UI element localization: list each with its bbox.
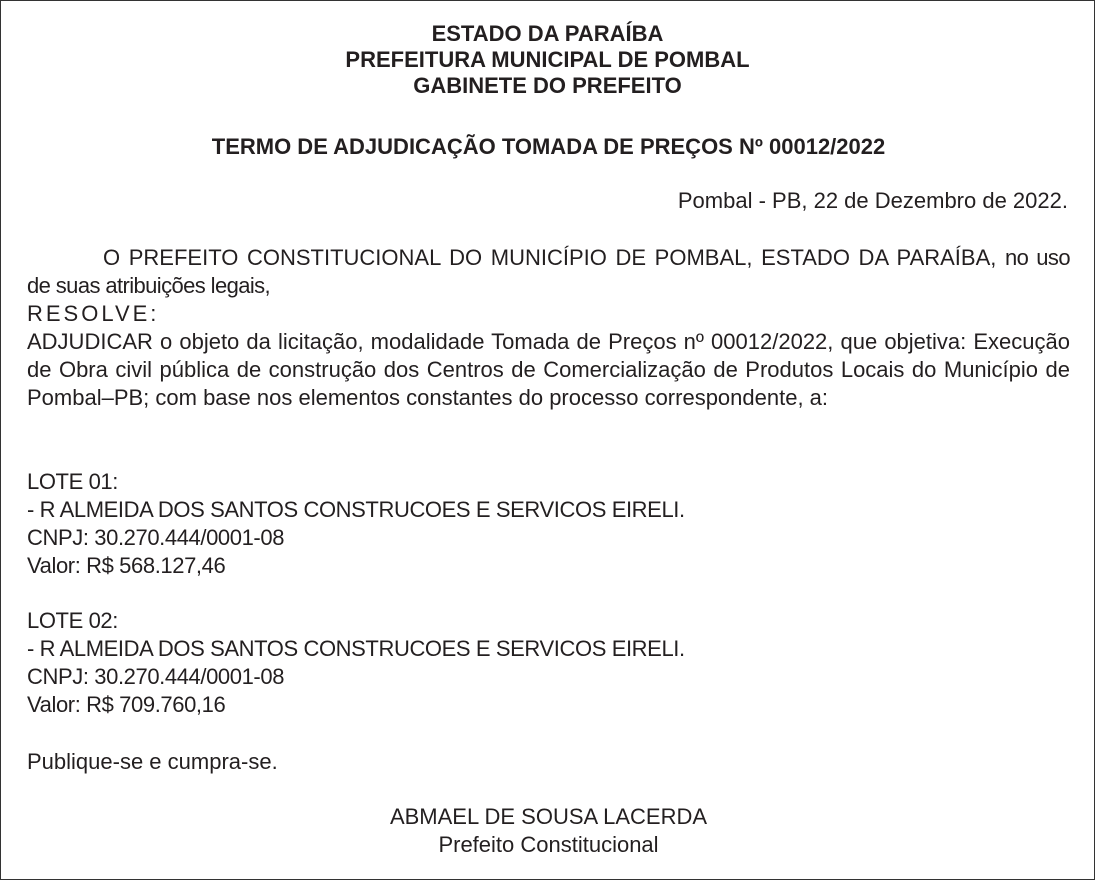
- lote-block-1: [27, 468, 1070, 580]
- lote-label: LOTE 01:: [27, 469, 118, 494]
- lote-cnpj: CNPJ: 30.270.444/0001-08: [27, 664, 285, 689]
- header-cabinet: GABINETE DO PREFEITO: [413, 73, 682, 98]
- signatory-role: Prefeito Constitucional: [438, 832, 659, 857]
- document-header: [1, 21, 1094, 99]
- adjudicar-paragraph: ADJUDICAR o objeto da licitação, modalidade Tomada de Preços nº 00012/2022, que objetiva: Execução de Obra civil pública de construção dos Centros de Comercialização de Produtos Locais do Município de Pombal–PB; com base nos elementos constantes do processo correspondente, a:: [27, 329, 1070, 410]
- lote-company: - R ALMEIDA DOS SANTOS CONSTRUCOES E SERVICOS EIRELI.: [27, 497, 685, 522]
- lote-block-2: [27, 607, 1070, 719]
- lote-valor: Valor: R$ 568.127,46: [27, 553, 226, 578]
- signature-block: [1, 803, 1095, 859]
- resolve-heading: RESOLVE:: [27, 301, 160, 326]
- intro-legal: no uso de suas atribuições legais,: [27, 245, 1070, 298]
- signatory-name: ABMAEL DE SOUSA LACERDA: [389, 804, 708, 829]
- date-line: Pombal - PB, 22 de Dezembro de 2022.: [677, 188, 1068, 213]
- header-prefecture: PREFEITURA MUNICIPAL DE POMBAL: [345, 47, 750, 72]
- lote-cnpj: CNPJ: 30.270.444/0001-08: [27, 525, 285, 550]
- lote-label: LOTE 02:: [27, 608, 118, 633]
- lote-company: - R ALMEIDA DOS SANTOS CONSTRUCOES E SERVICOS EIRELI.: [27, 636, 685, 661]
- lote-valor: Valor: R$ 709.760,16: [27, 692, 226, 717]
- header-state: ESTADO DA PARAÍBA: [431, 21, 664, 46]
- document-title: TERMO DE ADJUDICAÇÃO TOMADA DE PREÇOS Nº 00012/2022: [211, 134, 886, 159]
- intro-paragraph: [27, 244, 1070, 300]
- document-body: [27, 244, 1070, 412]
- intro-main: O PREFEITO CONSTITUCIONAL DO MUNICÍPIO DE POMBAL, ESTADO DA PARAÍBA,: [103, 245, 997, 270]
- closing-text: Publique-se e cumpra-se.: [27, 749, 278, 774]
